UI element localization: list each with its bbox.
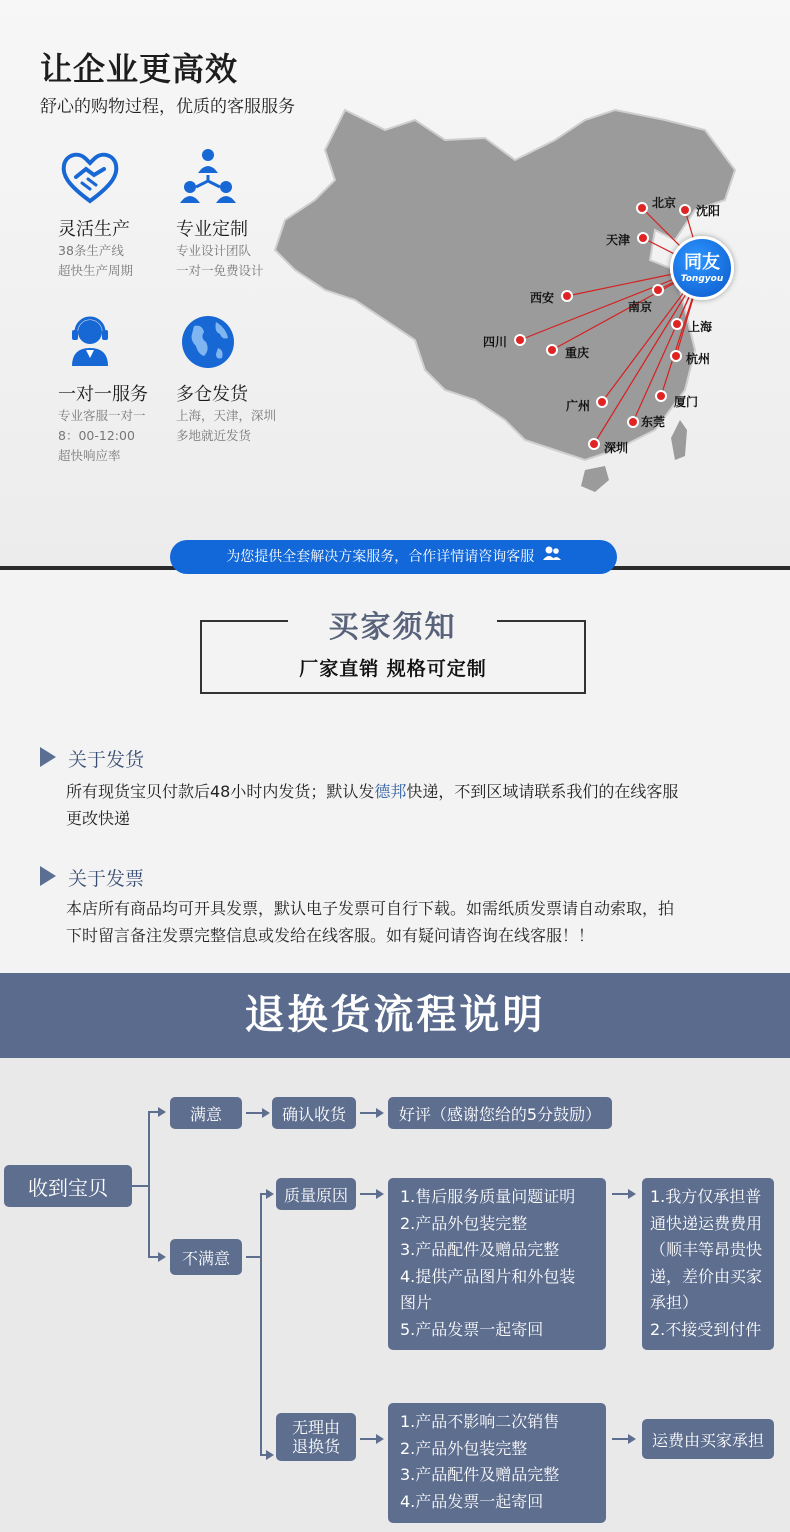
feature-line: 38条生产线 bbox=[58, 243, 124, 258]
feature-line: 超快响应率 bbox=[58, 448, 121, 463]
city-label: 厦门 bbox=[674, 395, 699, 409]
invoice-text: 本店所有商品均可开具发票，默认电子发票可自行下载。如需纸质发票请自动索取，拍 下时留言备注发票完整信息或发给在线客服。如有疑问请咨询在线客服！！ bbox=[66, 899, 675, 945]
city-label: 天津 bbox=[606, 233, 631, 247]
unsatisfied-box: 不满意 bbox=[170, 1239, 242, 1275]
flow-connector bbox=[360, 1112, 376, 1114]
no-reason-requirements-box: 1.产品不影响二次销售 2.产品外包装完整 3.产品配件及赠品完整 4.产品发票一起寄回 bbox=[388, 1403, 606, 1523]
buyer-pays-shipping-box: 运费由买家承担 bbox=[642, 1419, 774, 1459]
flow-connector bbox=[612, 1193, 628, 1195]
brand-name-cn: 同友 bbox=[684, 252, 720, 273]
notice-subtitle: 厂家直销 规格可定制 bbox=[299, 658, 487, 680]
returns-section bbox=[0, 973, 790, 1532]
brand-logo bbox=[670, 236, 734, 300]
arrow-icon bbox=[158, 1252, 166, 1262]
hero-subtitle: 舒心的购物过程，优质的客服服务 bbox=[40, 97, 295, 117]
triangle-bullet-icon bbox=[40, 747, 56, 767]
hero-title: 让企业更高效 bbox=[40, 50, 239, 88]
feature-line: 专业设计团队 bbox=[176, 243, 252, 258]
city-label: 广州 bbox=[566, 399, 591, 413]
arrow-icon bbox=[262, 1108, 270, 1118]
hero-section bbox=[0, 0, 790, 568]
notice-frame-top-left bbox=[200, 620, 288, 622]
feature-line: 一对一免费设计 bbox=[176, 263, 264, 278]
city-label: 杭州 bbox=[686, 352, 711, 366]
satisfied-box: 满意 bbox=[170, 1097, 242, 1129]
good-review-box: 好评（感谢您给的5分鼓励） bbox=[388, 1097, 612, 1129]
feature-title: 灵活生产 bbox=[58, 219, 130, 240]
feature-line: 8：00-12:00 bbox=[58, 428, 135, 443]
arrow-icon bbox=[266, 1450, 274, 1460]
city-label: 四川 bbox=[483, 335, 508, 349]
city-label: 上海 bbox=[688, 320, 713, 334]
arrow-icon bbox=[376, 1108, 384, 1118]
shipping-policy-box: 1.我方仅承担普 通快递运费费用 （顺丰等昂贵快 递，差价由买家 承担） 2.不接受到付件 bbox=[642, 1178, 774, 1350]
quality-reason-box: 质量原因 bbox=[276, 1178, 356, 1210]
feature-line: 专业客服一对一 bbox=[58, 408, 146, 423]
handshake-icon bbox=[58, 145, 122, 209]
notice-frame-top-right bbox=[497, 620, 586, 622]
consult-banner-text: 为您提供全套解决方案服务，合作详情请咨询客服 bbox=[226, 549, 535, 565]
flow-connector bbox=[360, 1193, 376, 1195]
city-label: 南京 bbox=[628, 300, 653, 314]
feature-title: 专业定制 bbox=[176, 219, 248, 240]
flow-connector bbox=[246, 1256, 260, 1258]
feature-line: 超快生产周期 bbox=[58, 263, 134, 278]
quality-requirements-box: 1.售后服务质量问题证明 2.产品外包装完整 3.产品配件及赠品完整 4.提供产品图片和外包装 图片 5.产品发票一起寄回 bbox=[388, 1178, 606, 1350]
china-map bbox=[255, 100, 790, 520]
chat-icon bbox=[543, 540, 561, 574]
flow-connector bbox=[246, 1112, 262, 1114]
feature-title: 一对一服务 bbox=[58, 384, 148, 405]
notice-title: 买家须知 bbox=[328, 610, 457, 645]
feature-line: 多地就近发货 bbox=[176, 428, 252, 443]
confirm-receipt-box: 确认收货 bbox=[272, 1097, 356, 1129]
feature-title: 多仓发货 bbox=[176, 384, 248, 405]
globe-icon bbox=[176, 310, 240, 374]
team-structure-icon bbox=[176, 145, 240, 209]
arrow-icon bbox=[158, 1107, 166, 1117]
city-label: 重庆 bbox=[565, 346, 590, 360]
buyer-notice-section bbox=[0, 570, 790, 973]
shipping-text: 所有现货宝贝付款后48小时内发货；默认发德邦快递，不到区域请联系我们的在线客服 更改快递 bbox=[66, 782, 679, 828]
flow-connector bbox=[612, 1438, 628, 1440]
flow-connector bbox=[148, 1111, 150, 1257]
arrow-icon bbox=[628, 1434, 636, 1444]
arrow-icon bbox=[376, 1434, 384, 1444]
brand-name-en: Tongyou bbox=[680, 274, 724, 284]
arrow-icon bbox=[266, 1189, 274, 1199]
flow-connector bbox=[260, 1193, 262, 1455]
triangle-bullet-icon bbox=[40, 866, 56, 886]
city-label: 东莞 bbox=[641, 415, 666, 429]
city-label: 西安 bbox=[530, 291, 555, 305]
returns-title: 退换货流程说明 bbox=[0, 973, 790, 1058]
no-reason-return-box: 无理由 退换货 bbox=[276, 1413, 356, 1461]
courier-highlight: 德邦 bbox=[374, 782, 407, 801]
city-label: 北京 bbox=[652, 196, 677, 210]
received-box: 收到宝贝 bbox=[4, 1165, 132, 1207]
shipping-heading: 关于发货 bbox=[68, 749, 145, 771]
arrow-icon bbox=[376, 1189, 384, 1199]
customer-service-icon bbox=[58, 310, 122, 374]
invoice-heading: 关于发票 bbox=[68, 868, 145, 890]
flow-connector bbox=[132, 1185, 148, 1187]
feature-line: 上海，天津，深圳 bbox=[176, 408, 277, 423]
consult-banner[interactable] bbox=[170, 540, 617, 574]
city-label: 沈阳 bbox=[696, 204, 721, 218]
flow-connector bbox=[360, 1438, 376, 1440]
feature-one-to-one-service bbox=[58, 310, 188, 466]
city-label: 深圳 bbox=[604, 441, 629, 455]
feature-flexible-production bbox=[58, 145, 188, 281]
arrow-icon bbox=[628, 1189, 636, 1199]
